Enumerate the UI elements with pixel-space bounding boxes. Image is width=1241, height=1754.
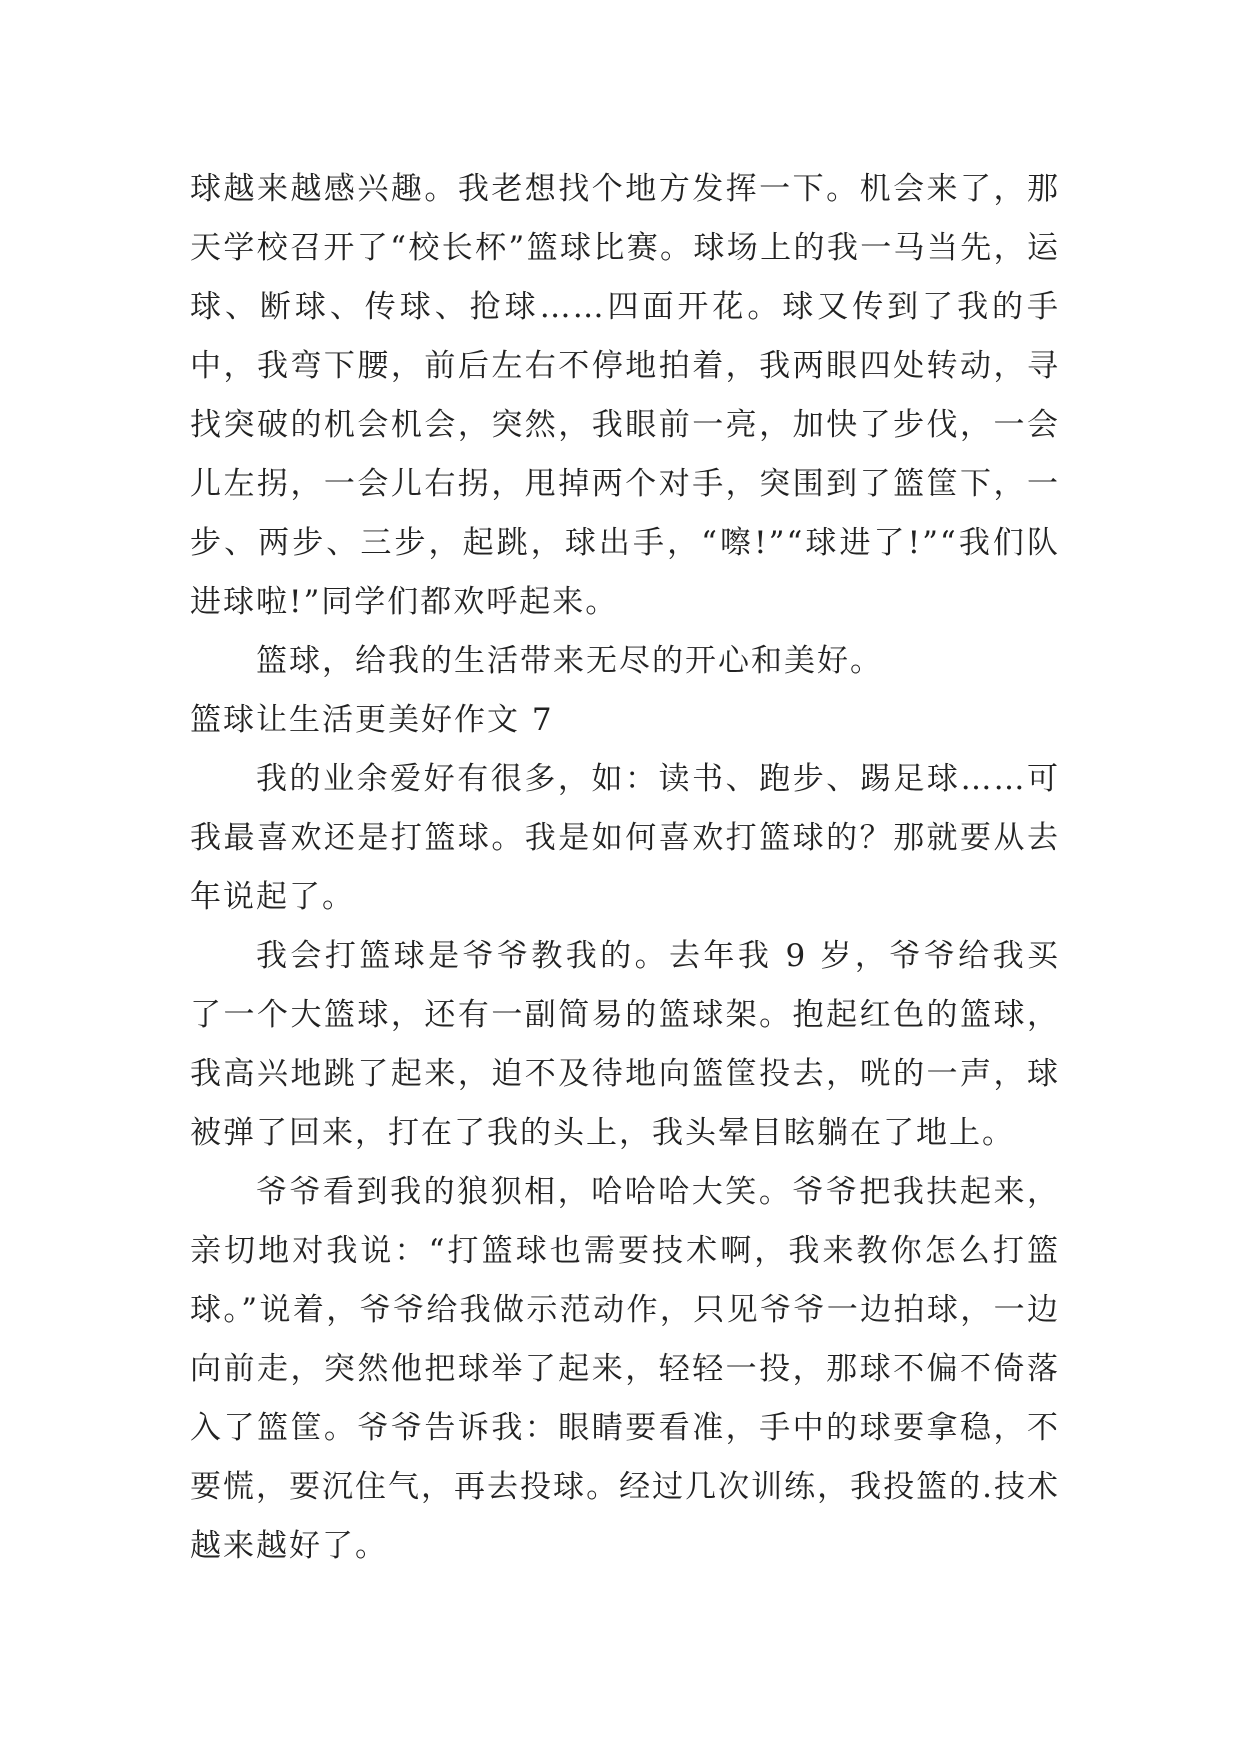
paragraph-grandpa-gift: 我会打篮球是爷爷教我的。去年我 9 岁，爷爷给我买了一个大篮球，还有一副简易的篮球架。抱起红色的篮球，我高兴地跳了起来，迫不及待地向篮筐投去，咣的一声，球被弹了回来，打在了我的头上，我头晕目眩躺在了地上。 bbox=[190, 938, 1060, 1151]
paragraph-continuation: 球越来越感兴趣。我老想找个地方发挥一下。机会来了，那天学校召开了“校长杯”篮球比赛。球场上的我一马当先，运球、断球、传球、抢球……四面开花。球又传到了我的手中，我弯下腰，前后左右不停地拍着，我两眼四处转动，寻找突破的机会机会，突然，我眼前一亮，加快了步伐，一会儿左拐，一会儿右拐，甩掉两个对手，突围到了篮筐下，一步、两步、三步，起跳，球出手，“嚓!”“球进了!”“我们队进球啦!”同学们都欢呼起来。 bbox=[190, 171, 1060, 620]
paragraph-hobbies: 我的业余爱好有很多，如：读书、跑步、踢足球……可我最喜欢还是打篮球。我是如何喜欢打篮球的？那就要从去年说起了。 bbox=[190, 761, 1060, 915]
paragraph-grandpa-teaching: 爷爷看到我的狼狈相，哈哈哈大笑。爷爷把我扶起来，亲切地对我说：“打篮球也需要技术啊，我来教你怎么打篮球。”说着，爷爷给我做示范动作，只见爷爷一边拍球，一边向前走，突然他把球举了起来，轻轻一投，那球不偏不倚落入了篮筐。爷爷告诉我：眼睛要看准，手中的球要拿稳，不要慌，要沉住气，再去投球。经过几次训练，我投篮的.技术越来越好了。 bbox=[190, 1174, 1060, 1564]
article-body bbox=[190, 160, 1060, 1576]
essay-title: 篮球让生活更美好作文 7 bbox=[190, 702, 554, 738]
paragraph-conclusion: 篮球，给我的生活带来无尽的开心和美好。 bbox=[256, 643, 883, 679]
